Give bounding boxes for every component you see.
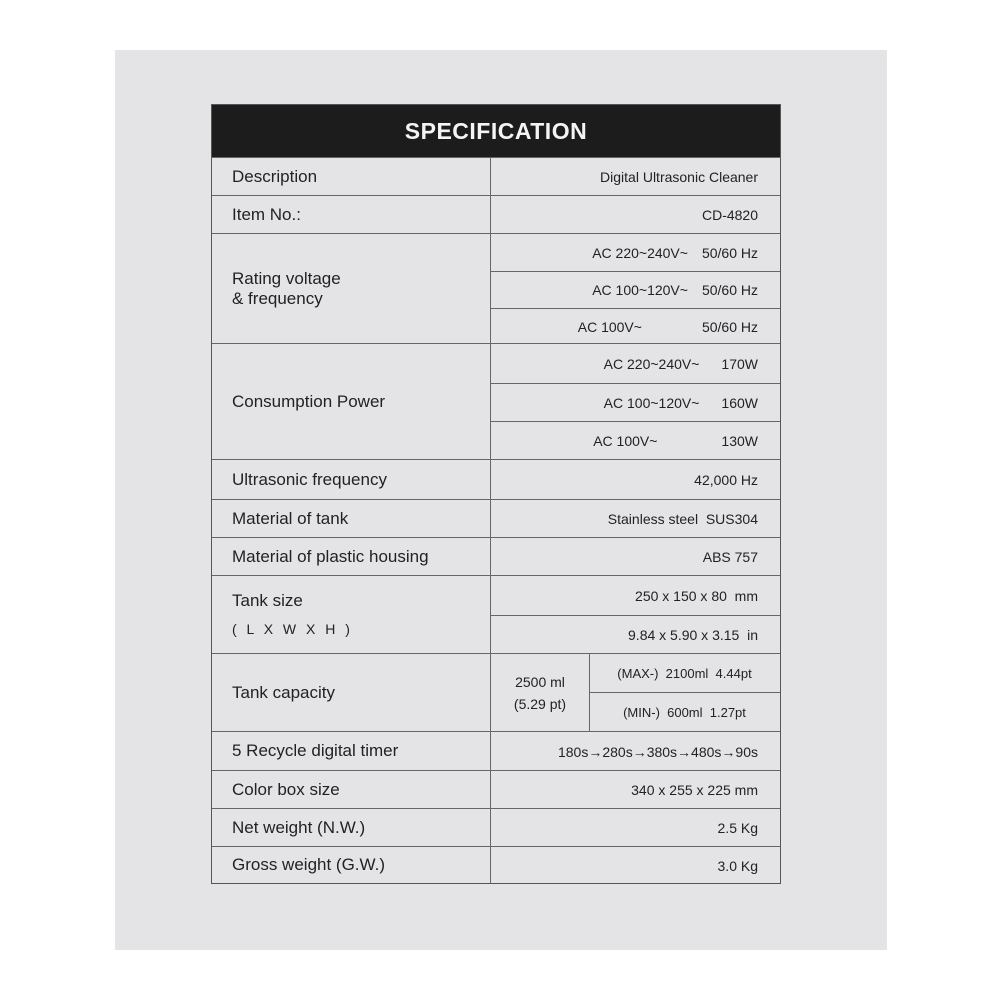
- row-label: Material of plastic housing: [232, 546, 429, 566]
- capacity-min: (MIN-) 600ml 1.27pt: [589, 692, 780, 732]
- rating-line: [491, 234, 780, 271]
- power-line: [491, 421, 780, 460]
- row-ultrasonic-frequency: [212, 459, 780, 499]
- row-value: CD-4820: [701, 207, 758, 223]
- tank-size-in: 9.84 x 5.90 x 3.15 in: [491, 615, 780, 654]
- row-value: 2.5 Kg: [717, 820, 758, 836]
- row-label: Description: [232, 166, 318, 186]
- capacity-total: 2500 ml: [515, 673, 565, 690]
- tank-size-mm: 250 x 150 x 80 mm: [635, 587, 758, 604]
- voltage-value: AC 100V~: [577, 318, 642, 335]
- row-material-housing: [212, 537, 780, 575]
- rating-line: [491, 271, 780, 308]
- voltage-value: AC 220~240V~: [592, 244, 688, 261]
- row-tank-size: [212, 575, 780, 653]
- frequency-value: 50/60 Hz: [701, 282, 758, 298]
- row-value-cell: [490, 576, 780, 653]
- capacity-total-pt: (5.29 pt): [513, 695, 567, 712]
- row-value-cell: [490, 500, 780, 537]
- row-consumption-power: [212, 343, 780, 459]
- row-value: 180s→280s→380s→480s→90s: [557, 743, 758, 760]
- row-value: ABS 757: [702, 549, 758, 565]
- frequency-value: 50/60 Hz: [701, 244, 758, 261]
- row-label: Tank size: [232, 590, 303, 610]
- row-item-no: [212, 195, 780, 233]
- row-net-weight: [212, 808, 780, 846]
- watt-value: 130W: [721, 433, 758, 449]
- power-line: [491, 344, 780, 383]
- capacity-total-cell: [491, 654, 590, 731]
- capacity-max: (MAX-) 2100ml 4.44pt: [617, 665, 752, 681]
- row-value: 340 x 255 x 225 mm: [631, 782, 758, 798]
- row-value-cell: [490, 847, 780, 883]
- table-title: SPECIFICATION: [212, 105, 780, 157]
- row-value-cell: [490, 538, 780, 575]
- row-value: 3.0 Kg: [717, 857, 758, 874]
- row-label: Item No.:: [232, 204, 301, 224]
- row-label: 5 Recycle digital timer: [232, 741, 399, 760]
- row-color-box-size: [212, 770, 780, 808]
- rating-line: [491, 308, 780, 344]
- row-value-cell: [490, 196, 780, 233]
- row-tank-capacity: [212, 653, 780, 731]
- row-value-cell: [490, 158, 780, 195]
- row-label-sub: ( L X W X H ): [232, 620, 353, 637]
- row-label: Tank capacity: [232, 682, 335, 702]
- row-label: Ultrasonic frequency: [232, 469, 387, 489]
- row-value-cell: [490, 732, 780, 770]
- row-value: Stainless steel SUS304: [607, 511, 758, 527]
- row-gross-weight: [212, 846, 780, 883]
- row-label: Consumption Power: [232, 391, 386, 411]
- row-label: Color box size: [232, 779, 340, 799]
- row-value-cell: [490, 771, 780, 808]
- row-label-group: [232, 576, 482, 653]
- watt-value: 170W: [721, 355, 758, 372]
- row-description: [212, 157, 780, 195]
- row-digital-timer: [212, 731, 780, 770]
- specification-table: [211, 104, 781, 884]
- row-label: Material of tank: [232, 508, 349, 528]
- row-rating-voltage: [212, 233, 780, 343]
- voltage-value: AC 100~120V~: [592, 282, 688, 298]
- row-value-cell: [490, 654, 780, 731]
- row-label: Gross weight (G.W.): [232, 855, 386, 874]
- row-material-tank: [212, 499, 780, 537]
- row-label: Net weight (N.W.): [232, 817, 366, 837]
- row-value: Digital Ultrasonic Cleaner: [600, 169, 758, 185]
- row-value-cell: [490, 234, 780, 343]
- watt-value: 160W: [721, 394, 758, 411]
- row-value-cell: [490, 460, 780, 499]
- row-value: 42,000 Hz: [694, 472, 758, 488]
- row-value-cell: [490, 344, 780, 459]
- row-value-cell: [490, 809, 780, 846]
- voltage-value: AC 220~240V~: [603, 355, 700, 372]
- voltage-value: AC 100~120V~: [603, 394, 700, 411]
- voltage-value: AC 100V~: [593, 433, 658, 449]
- row-label: Rating voltage & frequency: [232, 268, 341, 308]
- power-line: [491, 383, 780, 421]
- frequency-value: 50/60 Hz: [701, 318, 758, 335]
